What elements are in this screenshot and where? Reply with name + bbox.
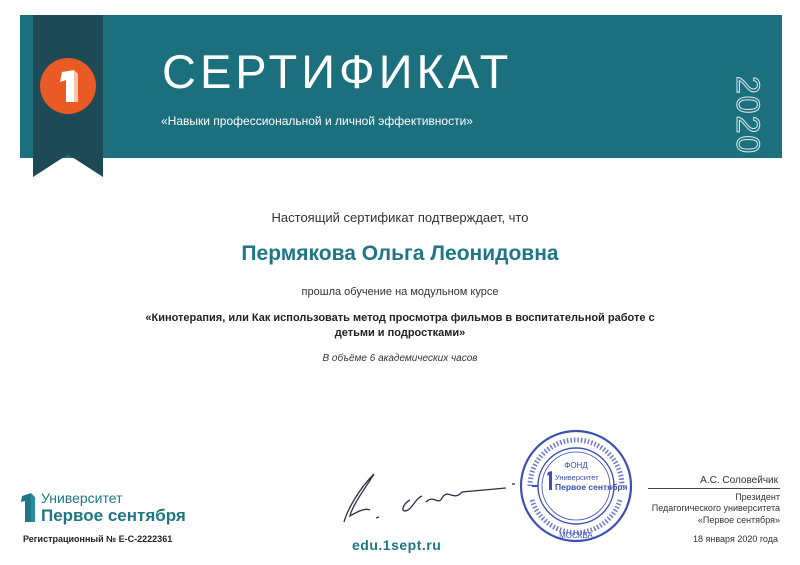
university-name-line2: Первое сентября: [41, 506, 186, 525]
certificate-title: СЕРТИФИКАТ: [162, 45, 513, 98]
website-link[interactable]: edu.1sept.ru: [352, 537, 442, 553]
recipient-name: Пермякова Ольга Леонидовна: [241, 242, 559, 265]
passed-text: прошла обучение на модульном курсе: [301, 286, 499, 298]
stamp-fund-text: ФОНД: [564, 461, 588, 470]
stamp-university-line2: Первое сентября: [555, 482, 628, 492]
signer-role-line2: Педагогического университета: [651, 503, 780, 514]
registration-number: Регистрационный № Е-С-2222361: [23, 534, 173, 544]
first-september-logo-icon: [40, 58, 96, 114]
official-stamp: [518, 428, 634, 549]
confirm-text: Настоящий сертификат подтверждает, что: [271, 210, 529, 225]
signer-role: [652, 492, 780, 526]
signer-name: А.С. Соловейчик: [700, 475, 778, 486]
signer-role-line3: «Первое сентября»: [697, 514, 780, 525]
stamp-city-text: МОСКВА: [559, 531, 593, 540]
course-title-text: «Кинотерапия, или Как использовать метод просмотра фильмов в воспитательной работе с детьми и подростками»: [145, 312, 655, 339]
signer-role-line1: Президент: [735, 492, 780, 502]
university-logo-icon: [19, 490, 39, 529]
university-name-line1: Университет: [41, 490, 123, 506]
hours-text: В объёме 6 академических часов: [322, 353, 478, 364]
certificate-year: 2020: [730, 76, 766, 156]
handwritten-signature: [330, 460, 530, 535]
signature-line: [648, 488, 780, 489]
program-subtitle: «Навыки профессиональной и личной эффективности»: [161, 114, 473, 128]
issue-date: 18 января 2020 года: [693, 534, 778, 544]
stamp-university-line1: Университет: [555, 473, 599, 482]
course-title: [0, 311, 800, 341]
